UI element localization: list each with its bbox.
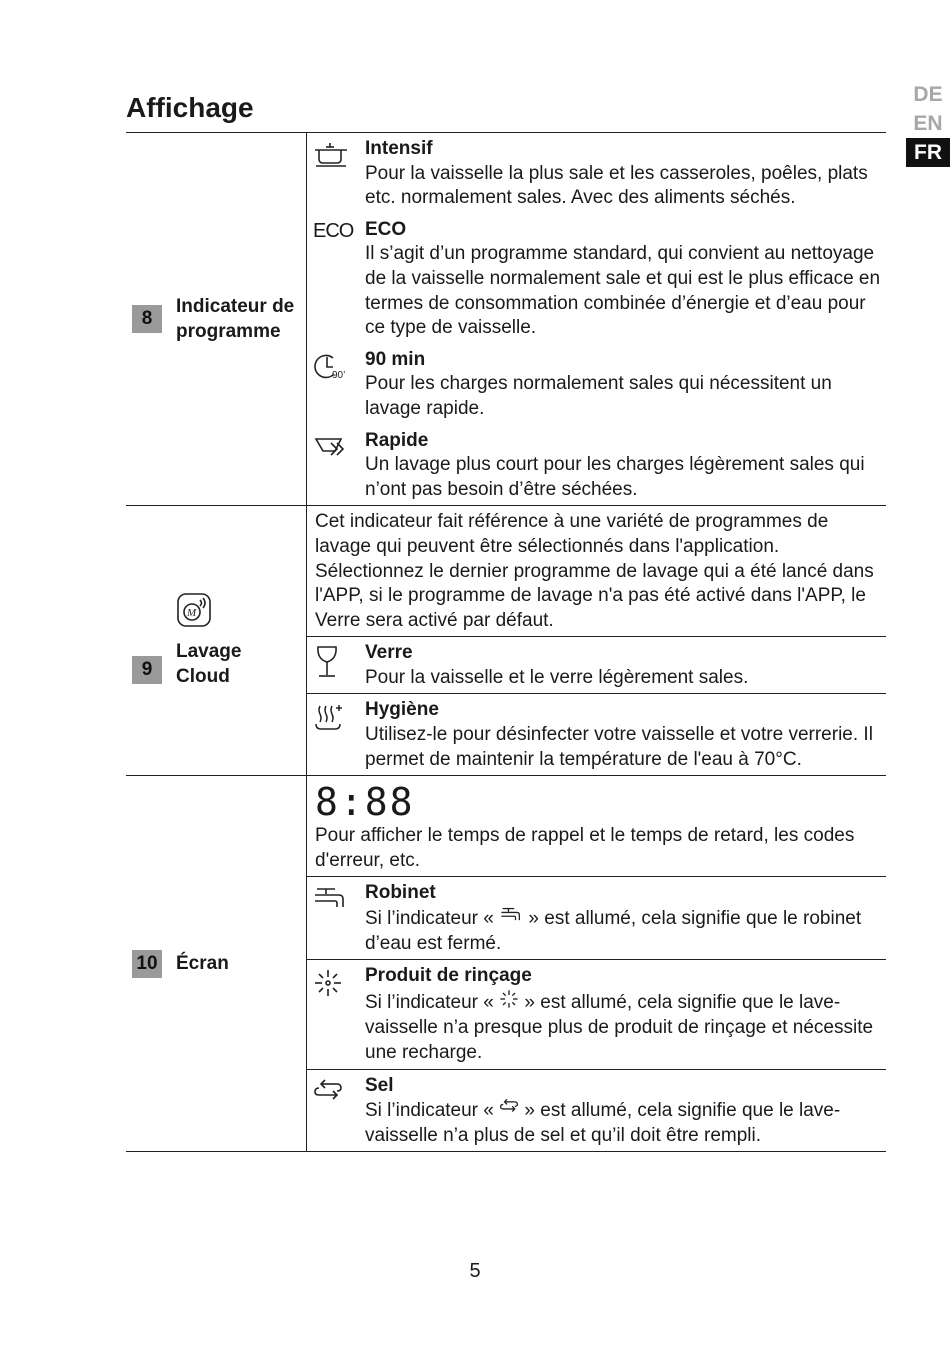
eco-icon: ECO [313, 219, 354, 242]
row-label: Indicateur de programme [176, 296, 295, 343]
cloud-description: Cet indicateur fait référence à une variété de programmes de lavage qui peuvent être sélectionnés dans l'application. Sélectionnez le dernier programme de lavage qui a été lancé dans l'APP, si le programme de lavage n'a pas été activé dans l'APP, le Verre sera activé par défaut. [315, 511, 874, 631]
rinse-aid-icon [313, 964, 365, 1003]
list-item [307, 1069, 886, 1152]
program-name: Rapide [365, 429, 429, 451]
lang-de[interactable]: DE [913, 83, 943, 106]
display-description: Pour afficher le temps de rappel et le temps de retard, les codes d'erreur, etc. [315, 825, 855, 871]
timer-90-label: 90’ [332, 369, 346, 381]
indicator-name: Produit de rinçage [365, 965, 532, 987]
indicator-name: Robinet [365, 882, 436, 904]
row-label: Lavage Cloud [176, 641, 242, 688]
row-number: 10 [132, 950, 162, 978]
seven-segment-display: 8:88 [315, 780, 415, 825]
salt-icon [313, 1074, 365, 1111]
program-name: Hygiène [365, 699, 439, 721]
glass-icon [313, 641, 365, 684]
display-table [126, 132, 886, 1152]
lang-fr[interactable]: FR [906, 138, 950, 167]
indicator-desc-pre: Si l’indicateur « [365, 1100, 494, 1121]
salt-icon [499, 1098, 519, 1124]
tap-icon [313, 881, 365, 918]
rinse-aid-icon [499, 989, 519, 1017]
program-name: Intensif [365, 138, 433, 159]
row-number: 9 [132, 656, 162, 684]
program-description: Utilisez-le pour désinfecter votre vaisselle et votre verrerie. Il permet de maintenir la température de l'eau à 70°C. [365, 724, 873, 770]
list-item [307, 425, 886, 506]
table-row [126, 506, 886, 776]
cloud-wash-icon [176, 592, 212, 633]
indicator-desc-pre: Si l’indicateur « [365, 907, 494, 929]
list-item [307, 636, 886, 693]
indicator-name: Sel [365, 1074, 394, 1096]
lang-en[interactable]: EN [913, 112, 943, 135]
program-description: Pour les charges normalement sales qui nécessitent un lavage rapide. [365, 373, 832, 419]
list-item [307, 344, 886, 425]
timer-90-icon [313, 348, 365, 387]
table-row [126, 133, 886, 506]
program-name: Verre [365, 642, 413, 664]
row-number: 8 [132, 305, 162, 333]
program-name: 90 min [365, 348, 426, 370]
program-description: Pour la vaisselle la plus sale et les casseroles, poêles, plats etc. normalement sales. Avec des aliments séchés. [365, 162, 868, 209]
list-item [307, 959, 886, 1068]
row-label: Écran [176, 953, 229, 975]
list-item [307, 876, 886, 959]
indicator-desc-post: » est allumé, cela signifie que le lave-vaisselle n’a plus de sel et qu’il doit être rempli. [365, 1100, 841, 1146]
indicator-desc-pre: Si l’indicateur « [365, 991, 494, 1013]
rapid-icon [313, 429, 365, 464]
program-name: ECO [365, 218, 407, 240]
program-description: Il s’agit d’un programme standard, qui convient au nettoyage de la vaisselle normalement sale et qui est le plus efficace en termes de consommation combinée d’énergie et d’eau pour ce type de vaisselle. [365, 243, 881, 339]
list-item [307, 214, 886, 344]
hygiene-icon [313, 698, 365, 737]
pot-icon [313, 137, 365, 174]
page-title: Affichage [126, 92, 254, 123]
language-tabs [906, 80, 950, 167]
list-item [307, 133, 886, 214]
tap-icon [499, 906, 523, 932]
svg-text:M: M [187, 607, 197, 620]
indicator-desc-post: » est allumé, cela signifie que le robinet d’eau est fermé. [365, 907, 862, 954]
list-item [307, 693, 886, 775]
table-row [126, 776, 886, 1152]
program-description: Pour la vaisselle et le verre légèrement sales. [365, 666, 749, 688]
page-number: 5 [469, 1260, 481, 1282]
program-description: Un lavage plus court pour les charges légèrement sales qui n’ont pas besoin d’être séchées. [365, 454, 865, 500]
indicator-desc-post: » est allumé, cela signifie que le lave-vaisselle n’a presque plus de produit de rinçage et nécessite une recharge. [365, 991, 874, 1063]
